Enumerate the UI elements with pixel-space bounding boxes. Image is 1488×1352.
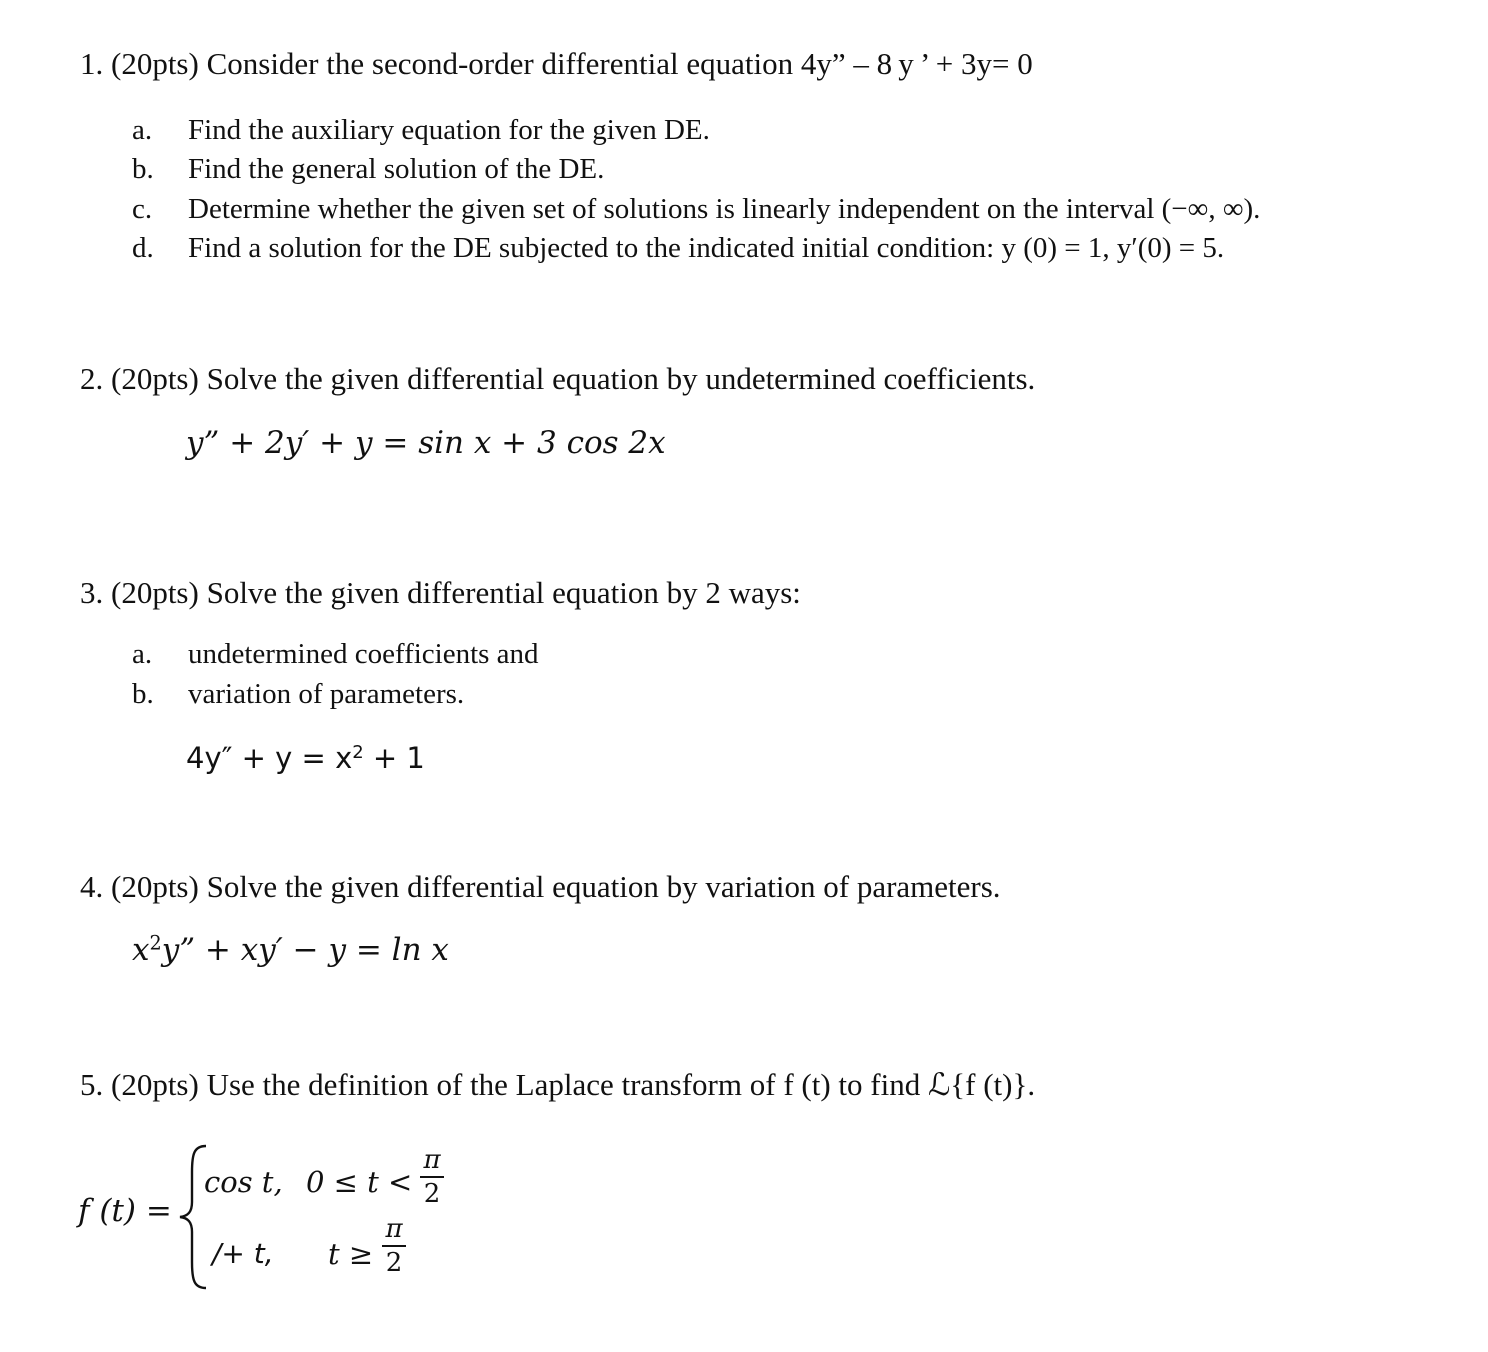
case-2-fraction-numerator: π (385, 1214, 403, 1244)
case-1-fraction (420, 1147, 444, 1207)
problem-4-equation-exponent: 2 (149, 931, 162, 955)
problem-4-heading: 4. (20pts) Solve the given differential equation by variation of parameters. (80, 869, 1001, 904)
case-2-fraction (382, 1216, 406, 1276)
problem-3-equation-exponent: 2 (352, 742, 364, 764)
problem-1-item-b-label: b. (132, 153, 154, 185)
case-1-fraction-numerator: π (423, 1145, 441, 1175)
problem-3-item-a-label: a. (132, 638, 153, 670)
case-2-fraction-denominator: 2 (385, 1248, 403, 1278)
problem-1-item-d-text: Find a solution for the DE subjected to the indicated initial condition: y (0) = 1, y′(0) = 5. (188, 232, 1225, 264)
problem-1-heading: 1. (20pts) Consider the second-order differential equation 4y” – 8 y ’ + 3y= 0 (80, 46, 1033, 81)
piecewise-function-label: f (t) = (78, 1193, 172, 1229)
problem-3-item-b-label: b. (132, 678, 154, 710)
case-1-fraction-bar (420, 1176, 444, 1178)
problem-1-item-c-text: Determine whether the given set of solutions is linearly independent on the interval (−∞, ∞). (188, 193, 1261, 225)
problem-3-item-b-text: variation of parameters. (188, 678, 465, 710)
problem-3-equation (186, 741, 425, 775)
problem-1-item-d-label: d. (132, 232, 154, 264)
problem-2-equation: y” + 2y′ + y = sin x + 3 cos 2x (186, 425, 666, 461)
problem-3-heading: 3. (20pts) Solve the given differential equation by 2 ways: (80, 575, 801, 610)
case-1-fraction-denominator: 2 (423, 1179, 441, 1209)
problem-3-equation-rhs: + 1 (363, 741, 425, 775)
problem-2-heading: 2. (20pts) Solve the given differential equation by undetermined coefficients. (80, 361, 1036, 396)
case-2-fraction-bar (382, 1245, 406, 1247)
problem-1-item-a-label: a. (132, 114, 153, 146)
problem-4-equation (132, 931, 449, 968)
problem-4-equation-base: x (132, 932, 150, 968)
problem-4-equation-rest: y” + xy′ − y = ln x (161, 932, 449, 968)
problem-5-heading: 5. (20pts) Use the definition of the Laplace transform of f (t) to find ℒ{f (t)}. (80, 1067, 1036, 1102)
case-2-condition: t ≥ (328, 1237, 374, 1271)
problem-1-item-c-label: c. (132, 193, 153, 225)
problem-3-equation-lhs: 4y″ + y = x (186, 741, 353, 775)
case-1-condition: 0 ≤ t < (306, 1165, 413, 1199)
case-1-expression: cos t, (204, 1165, 283, 1199)
problem-1-item-a-text: Find the auxiliary equation for the given DE. (188, 114, 710, 146)
problem-1-item-b-text: Find the general solution of the DE. (188, 153, 605, 185)
problem-3-item-a-text: undetermined coefficients and (188, 638, 539, 670)
case-2-expression: /+ t, (212, 1237, 274, 1270)
